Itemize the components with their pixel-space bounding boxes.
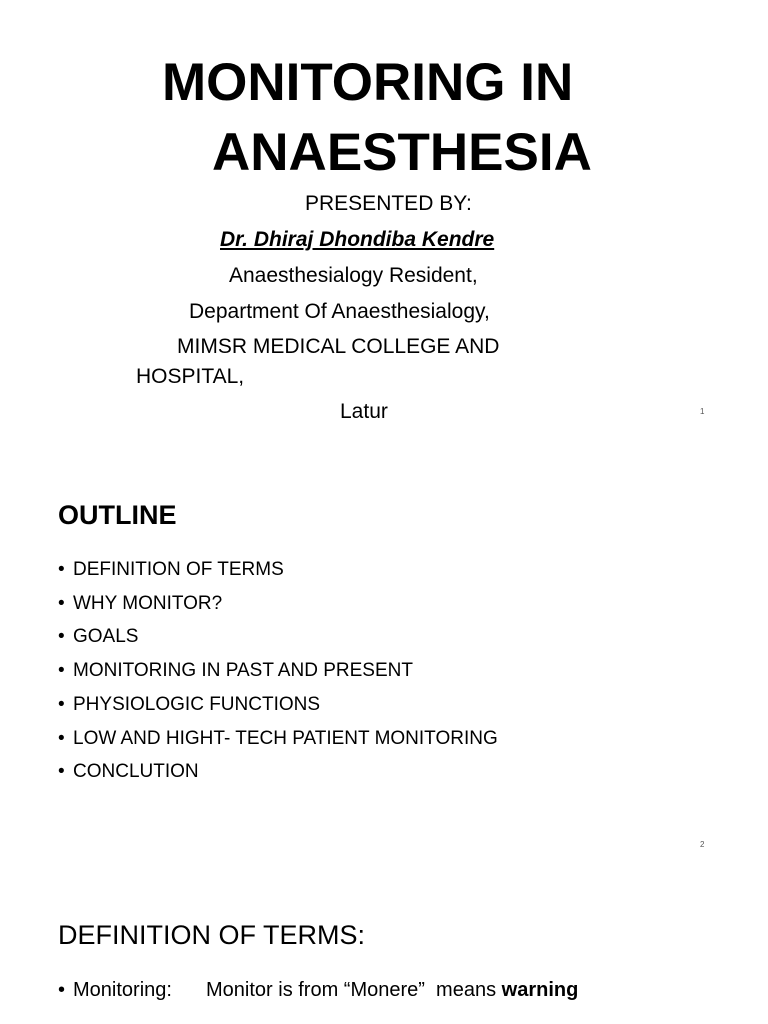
definition-term: Monitoring: [73, 979, 172, 1001]
page-number: 1 [700, 407, 705, 416]
college-city: Latur [340, 400, 388, 423]
slide-title-line-1: MONITORING IN [162, 53, 574, 112]
outline-item-label: CONCLUTION [73, 761, 199, 783]
page-number: 2 [700, 840, 705, 849]
bullet-icon: • [58, 660, 65, 682]
presenter-name: Dr. Dhiraj Dhondiba Kendre [220, 228, 495, 251]
bullet-icon: • [58, 979, 66, 1001]
definition-heading: DEFINITION OF TERMS: [58, 920, 366, 950]
outline-item-label: GOALS [73, 626, 139, 648]
bullet-icon: • [58, 626, 65, 648]
outline-item-label: PHYSIOLOGIC FUNCTIONS [73, 693, 321, 715]
presented-by-label: PRESENTED BY: [305, 192, 472, 215]
outline-heading: OUTLINE [58, 500, 177, 530]
outline-item-label: MONITORING IN PAST AND PRESENT [73, 660, 413, 682]
college-name-line-2: HOSPITAL, [136, 365, 245, 388]
bullet-icon: • [58, 727, 65, 749]
bullet-icon: • [58, 559, 65, 580]
slide-title-line-2: ANAESTHESIA [212, 123, 592, 182]
outline-item-label: LOW AND HIGHT- TECH PATIENT MONITORING [73, 727, 498, 749]
definition-emphasis: warning [501, 979, 579, 1001]
bullet-icon: • [58, 592, 65, 614]
definition-item [58, 977, 578, 1003]
presenter-role: Anaesthesialogy Resident, [229, 264, 478, 287]
bullet-icon: • [58, 761, 65, 783]
bullet-icon: • [58, 693, 65, 715]
definition-text: Monitor is from “Monere” means [206, 979, 502, 1001]
outline-item-label: DEFINITION OF TERMS [73, 559, 284, 580]
college-name-line-1: MIMSR MEDICAL COLLEGE AND [177, 335, 500, 358]
outline-item-label: WHY MONITOR? [73, 592, 223, 614]
presenter-department: Department Of Anaesthesialogy, [189, 300, 490, 323]
